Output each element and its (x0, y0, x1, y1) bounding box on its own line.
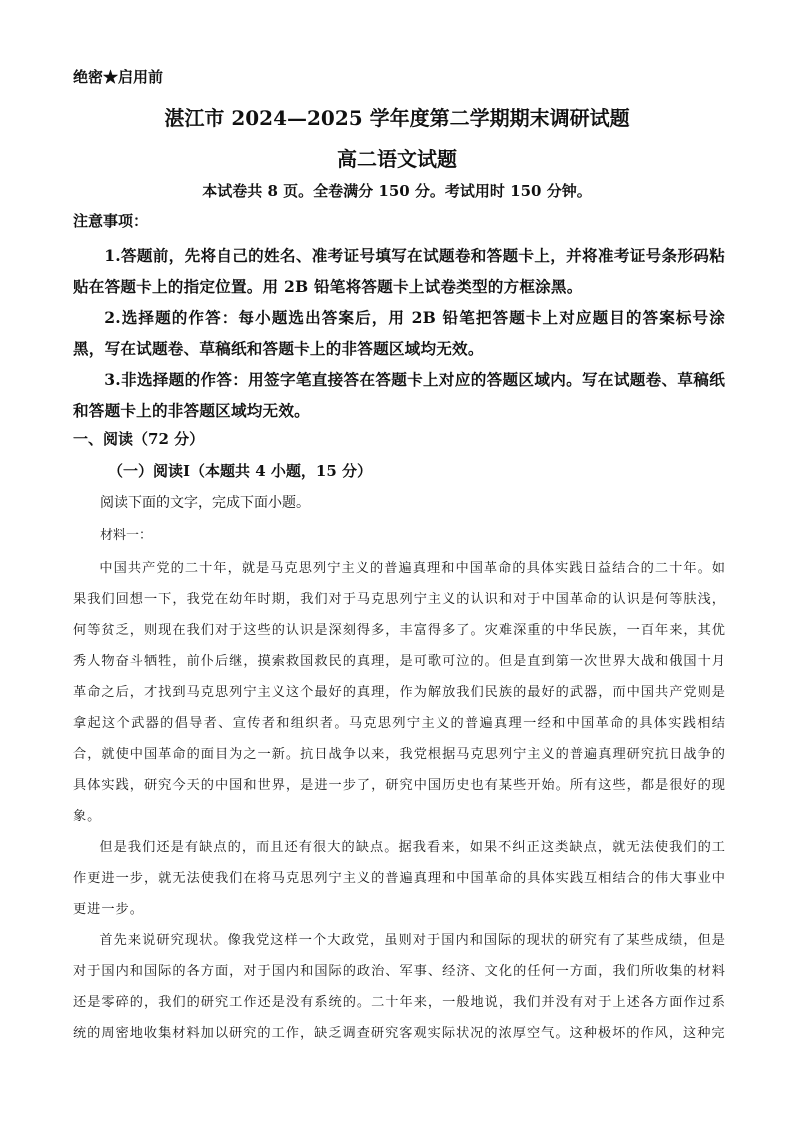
notice-item: 3.非选择题的作答：用签字笔直接答在答题卡上对应的答题区域内。写在试题卷、草稿纸和答题卡上的非答题区域均无效。 (73, 370, 725, 420)
part-title: 一、阅读（72 分） (73, 430, 205, 448)
notice-heading: 注意事项： (73, 212, 149, 230)
exam-info: 本试卷共 8 页。全卷满分 150 分。考试用时 150 分钟。 (202, 182, 592, 200)
reading-instruction: 阅读下面的文字，完成下面小题。 (100, 495, 310, 511)
confidential-label: 绝密★启用前 (73, 68, 164, 86)
exam-title: 湛江市 2024—2025 学年度第二学期期末调研试题 (164, 106, 630, 130)
passage-paragraph: 但是我们还是有缺点的，而且还有很大的缺点。据我看来，如果不纠正这类缺点，就无法使我们的工作更进一步，就无法使我们在将马克思列宁主义的普遍真理和中国革命的具体实践互相结合的伟大事业中更进一步。 (73, 840, 726, 917)
notice-item: 2.选择题的作答：每小题选出答案后，用 2B 铅笔把答题卡上对应题目的答案标号涂黑，写在试题卷、草稿纸和答题卡上的非答题区域均无效。 (73, 308, 725, 358)
notice-list (73, 240, 725, 426)
exam-subtitle: 高二语文试题 (337, 147, 457, 171)
passage-paragraph: 中国共产党的二十年，就是马克思列宁主义的普遍真理和中国革命的具体实践日益结合的二十年。如果我们回想一下，我党在幼年时期，我们对于马克思列宁主义的认识和对于中国革命的认识是何等肤浅，何等贫乏，则现在我们对于这些的认识是深刻得多，丰富得多了。灾难深重的中华民族，一百年来，其优秀人物奋斗牺牲，前仆后继，摸索救国救民的真理，是可歌可泣的。但是直到第一次世界大战和俄国十月革命之后，才找到马克思列宁主义这个最好的真理，作为解放我们民族的最好的武器，而中国共产党则是拿起这个武器的倡导者、宣传者和组织者。马克思列宁主义的普遍真理一经和中国革命的具体实践相结合，就使中国革命的面目为之一新。抗日战争以来，我党根据马克思列宁主义的普遍真理研究抗日战争的具体实践，研究今天的中国和世界，是进一步了，研究中国历史也有某些开始。所有这些，都是很好的现象。 (73, 561, 726, 824)
notice-item: 1.答题前，先将自己的姓名、准考证号填写在试题卷和答题卡上，并将准考证号条形码粘贴在答题卡上的指定位置。用 2B 铅笔将答题卡上试卷类型的方框涂黑。 (73, 246, 725, 296)
reading-passage (73, 553, 726, 1049)
sub-section-title: （一）阅读Ⅰ（本题共 4 小题，15 分） (108, 462, 372, 480)
passage-paragraph: 首先来说研究现状。像我党这样一个大政党，虽则对于国内和国际的现状的研究有了某些成绩，但是对于国内和国际的各方面，对于国内和国际的政治、军事、经济、文化的任何一方面，我们所收集的材料还是零碎的，我们的研究工作还是没有系统的。二十年来，一般地说，我们并没有对于上述各方面作过系统的周密地收集材料加以研究的工作，缺乏调查研究客观实际状况的浓厚空气。这种极坏的作风，这种完 (73, 933, 726, 1041)
material-label: 材料一： (100, 528, 153, 543)
